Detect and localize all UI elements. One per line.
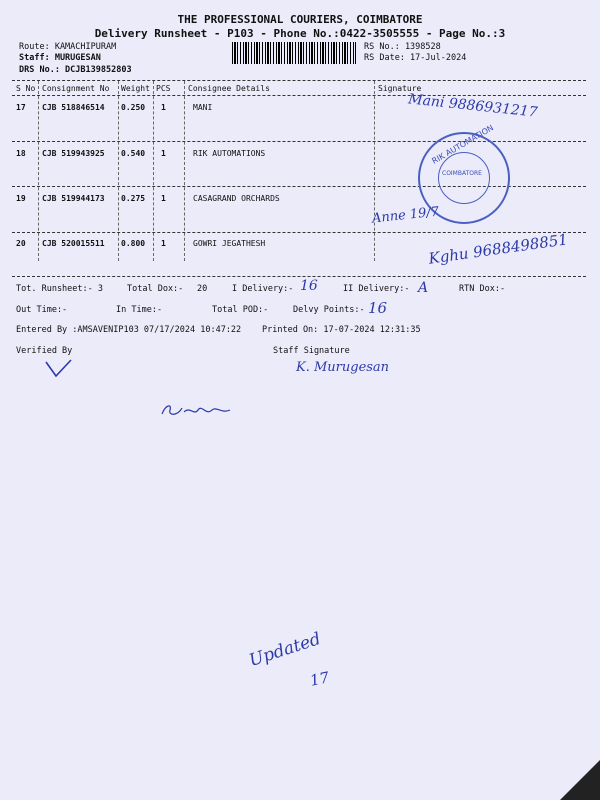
row17-pcs: 1 <box>161 103 166 112</box>
row18-cons: CJB 519943925 <box>42 149 105 158</box>
page-corner-fold <box>560 760 600 800</box>
i-delivery-label: I Delivery:- <box>232 284 294 294</box>
row18-pcs: 1 <box>161 149 166 158</box>
col-consignee: Consignee Details <box>188 84 270 93</box>
table-top-line <box>12 80 586 81</box>
barcode <box>232 42 356 64</box>
row19-weight: 0.275 <box>121 194 146 203</box>
row17-sno: 17 <box>16 103 26 112</box>
row17-weight: 0.250 <box>121 103 146 112</box>
row18-consignee: RIK AUTOMATIONS <box>193 149 266 158</box>
delvy-points-label: Delvy Points:- <box>293 305 365 315</box>
in-time-label: In Time:- <box>116 305 163 315</box>
row19-sno: 19 <box>16 194 26 203</box>
staff-label: Staff: MURUGESAN <box>19 53 101 63</box>
col-signature: Signature <box>378 84 422 93</box>
staff-signature-label: Staff Signature <box>273 346 350 356</box>
verified-checkmark <box>44 358 74 380</box>
stamp-inner-ring <box>438 152 490 204</box>
row20-consignee: GOWRI JEGATHESH <box>193 239 266 248</box>
staff-handwritten-signature: K. Murugesan <box>296 360 390 375</box>
ii-delivery-handwritten: A <box>418 280 429 296</box>
row17-consignee: MANI <box>193 103 213 112</box>
delvy-points-handwritten: 16 <box>368 299 388 317</box>
table-header-line <box>12 95 586 96</box>
printed-on: Printed On: 17-07-2024 12:31:35 <box>262 325 421 335</box>
runsheet-subtitle: Delivery Runsheet - P103 - Phone No.:0422-3505555 - Page No.:3 <box>94 27 506 40</box>
stamp-inner-text: COIMBATORE <box>442 170 482 177</box>
ii-delivery-label: II Delivery:- <box>343 284 410 294</box>
scribble-mark <box>158 398 234 422</box>
row19-pcs: 1 <box>161 194 166 203</box>
col-weight: Weight <box>121 84 150 93</box>
updated-date-handwritten: 17 <box>308 668 331 690</box>
rs-no-label: RS No.: 1398528 <box>364 42 441 52</box>
total-pod-label: Total POD:- <box>212 305 269 315</box>
rs-date-label: RS Date: 17-Jul-2024 <box>364 53 467 63</box>
row20-handwritten-signature: Kghu 9688498851 <box>427 230 569 268</box>
tot-runsheet: Tot. Runsheet:- 3 <box>16 284 103 294</box>
updated-handwritten: Updated <box>246 629 324 671</box>
row17-cons: CJB 518846514 <box>42 103 105 112</box>
col-sno: S No <box>16 84 36 93</box>
entered-by: Entered By :AMSAVENIP103 07/17/2024 10:47:22 <box>16 325 242 335</box>
route-label: Route: KAMACHIPURAM <box>19 42 117 52</box>
row19-handwritten-signature: Anne 19/7 <box>371 204 440 227</box>
row18-weight: 0.540 <box>121 149 146 158</box>
col-consignment: Consignment No <box>42 84 110 93</box>
row19-cons: CJB 519944173 <box>42 194 105 203</box>
out-time-label: Out Time:- <box>16 305 68 315</box>
col-pcs: PCS <box>156 84 171 93</box>
total-dox-label: Total Dox:- <box>127 284 184 294</box>
row18-sno: 18 <box>16 149 26 158</box>
row20-pcs: 1 <box>161 239 166 248</box>
stamp-outer-text: RIK AUTOMATION <box>430 123 496 166</box>
verified-by-label: Verified By <box>16 346 73 356</box>
row17-handwritten-signature: Mani 9886931217 <box>407 91 539 121</box>
total-dox-value: 20 <box>197 284 208 294</box>
row20-weight: 0.800 <box>121 239 146 248</box>
rtn-dox-label: RTN Dox:- <box>459 284 506 294</box>
row20-cons: CJB 520015511 <box>42 239 105 248</box>
company-title: THE PROFESSIONAL COURIERS, COIMBATORE <box>177 13 423 26</box>
i-delivery-handwritten: 16 <box>300 278 318 294</box>
row19-consignee: CASAGRAND ORCHARDS <box>193 194 280 203</box>
row20-sno: 20 <box>16 239 26 248</box>
drs-label: DRS No.: DCJB139852803 <box>19 65 132 75</box>
